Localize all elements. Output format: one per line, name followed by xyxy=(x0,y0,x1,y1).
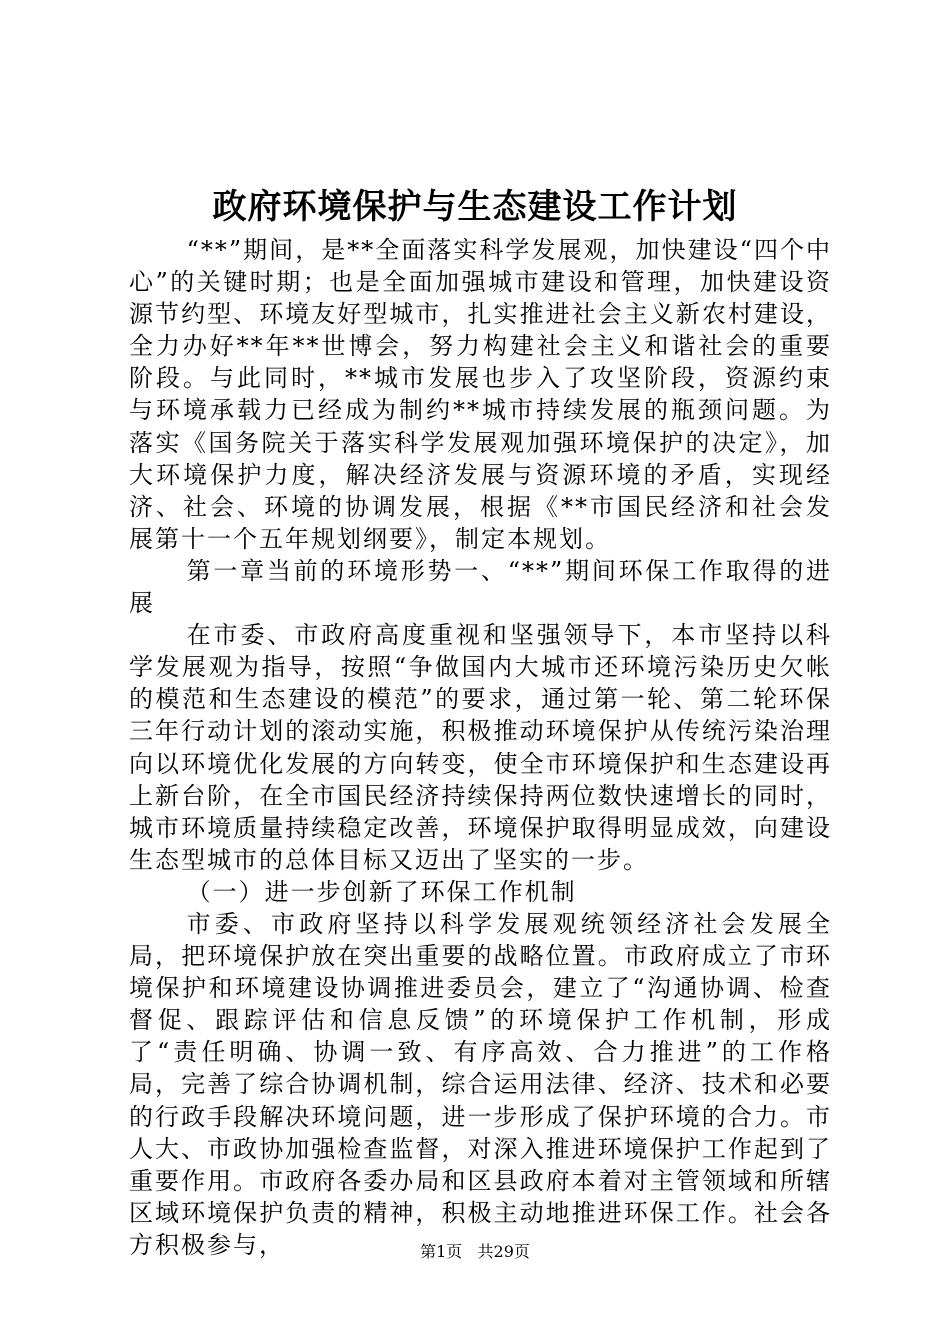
paragraph-mechanism: 市委、市政府坚持以科学发展观统领经济社会发展全局，把环境保护放在突出重要的战略位置。市政府成立了市环境保护和环境建设协调推进委员会，建立了“沟通协调、检查督促、跟踪评估和信息反馈”的环境保护工作机制，形成了“责任明确、协调一致、有序高效、合力推进”的工作格局，完善了综合协调机制，综合运用法律、经济、技术和必要的行政手段解决环境问题，进一步形成了保护环境的合力。市人大、市政协加强检查监督，对深入推进环境保护工作起到了重要作用。市政府各委办局和区县政府本着对主管领域和所辖区域环境保护负责的精神，积极主动地推进环保工作。社会各方积极参与， xyxy=(129,909,832,1259)
paragraph-section-heading: （一）进一步创新了环保工作机制 xyxy=(186,877,577,906)
paragraph-intro: “**”期间，是**全面落实科学发展观，加快建设“四个中心”的关键时期；也是全面加强城市建设和管理，加快建设资源节约型、环境友好型城市，扎实推进社会主义新农村建设，全力办好**年**世博会，努力构建社会主义和谐社会的重要阶段。与此同时，**城市发展也步入了攻坚阶段，资源约束与环境承载力已经成为制约**城市持续发展的瓶颈问题。为落实《国务院关于落实科学发展观加强环境保护的决定》，加大环境保护力度，解决经济发展与资源环境的矛盾，实现经济、社会、环境的协调发展，根据《**市国民经济和社会发展第十一个五年规划纲要》，制定本规划。 xyxy=(129,236,832,553)
page-number: 第1页 xyxy=(420,1242,463,1261)
page-separator xyxy=(467,1242,472,1261)
paragraph-progress: 在市委、市政府高度重视和坚强领导下，本市坚持以科学发展观为指导，按照“争做国内大城市还环境污染历史欠帐的模范和生态建设的模范”的要求，通过第一轮、第二轮环保三年行动计划的滚动实施，积极推动环境保护从传统污染治理向以环境优化发展的方向转变，使全市环境保护和生态建设再上新台阶，在全市国民经济持续保持两位数快速增长的同时，城市环境质量持续稳定改善，环境保护取得明显成效，向建设生态型城市的总体目标又迈出了坚实的一步。 xyxy=(129,621,832,874)
document-title: 政府环境保护与生态建设工作计划 xyxy=(212,187,738,227)
paragraph-chapter-heading: 第一章当前的环境形势一、“**”期间环保工作取得的进展 xyxy=(129,556,832,618)
total-pages: 共29页 xyxy=(477,1242,530,1261)
page-footer xyxy=(0,1240,950,1264)
document-body xyxy=(129,234,832,1261)
